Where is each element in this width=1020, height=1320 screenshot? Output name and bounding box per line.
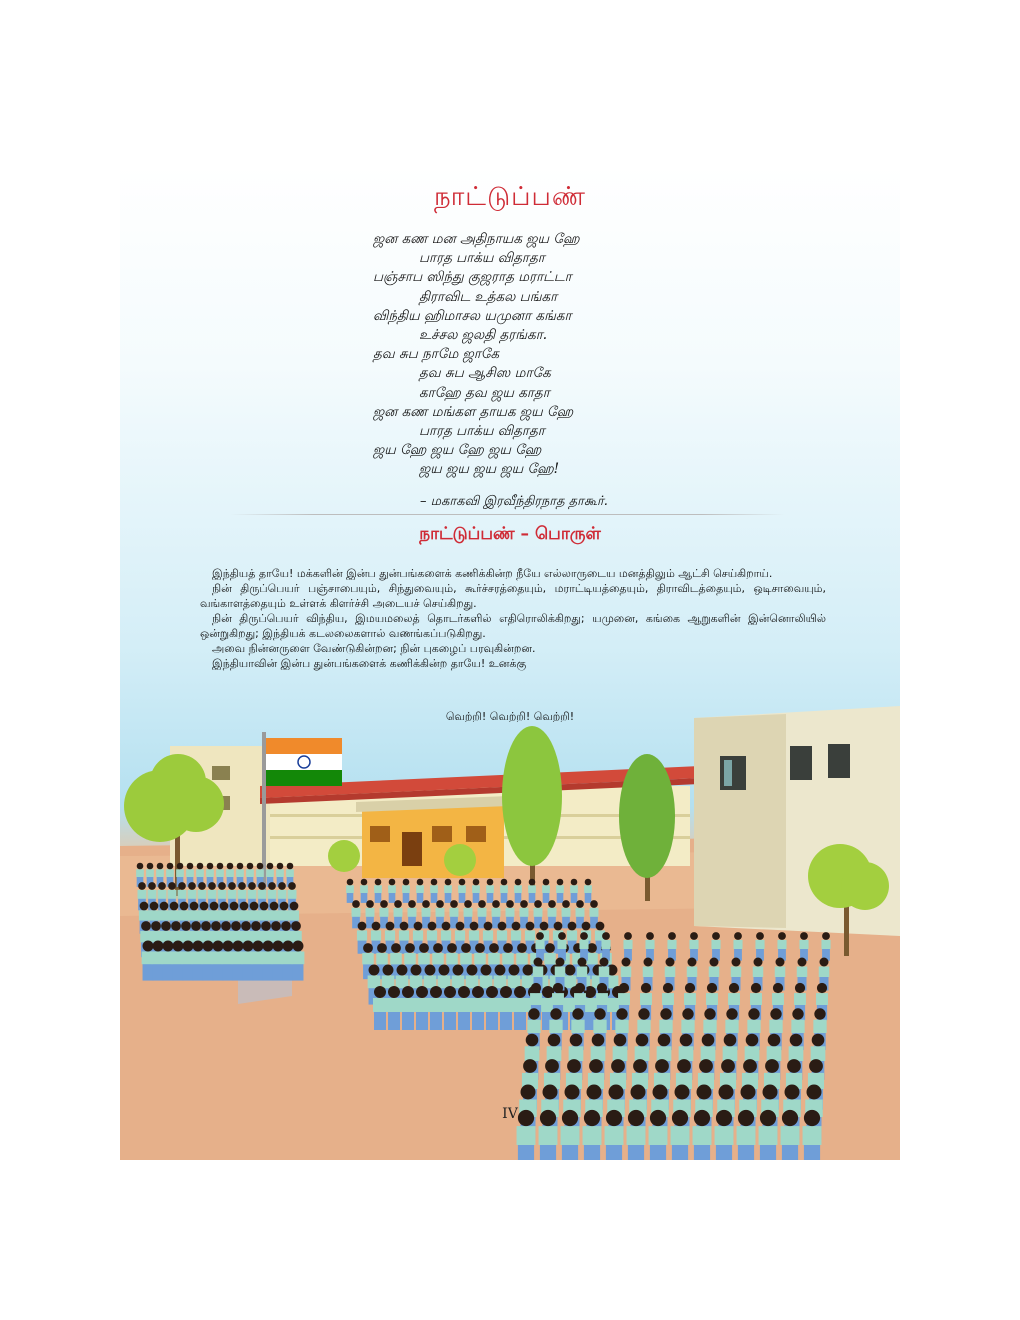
student-figure bbox=[799, 932, 808, 961]
student-figure bbox=[415, 986, 429, 1030]
central-building bbox=[356, 796, 510, 878]
student-figure bbox=[430, 879, 438, 903]
student-figure bbox=[513, 986, 527, 1030]
student-figure bbox=[499, 986, 513, 1030]
student-figure bbox=[457, 986, 471, 1030]
student-figure bbox=[360, 879, 368, 903]
anthem-line: காஹே தவ ஜய காதா bbox=[419, 384, 550, 401]
student-figure bbox=[486, 879, 494, 903]
student-figure bbox=[472, 879, 480, 903]
student-figure bbox=[755, 932, 764, 961]
student-figure bbox=[667, 932, 676, 961]
meaning-paragraph: அவை நின்னருளை வேண்டுகின்றன; நின் புகழைப் பரவுகின்றன. bbox=[212, 642, 536, 655]
illustration-svg bbox=[120, 686, 900, 1160]
meaning-paragraph: இந்தியாவின் இன்ப துன்பங்களைக் கணிக்கின்ற தாயே! உனக்கு bbox=[212, 657, 527, 670]
student-figure bbox=[777, 932, 786, 961]
student-figure bbox=[471, 986, 485, 1030]
student-figure bbox=[402, 879, 410, 903]
student-figure bbox=[292, 941, 305, 981]
student-figure bbox=[711, 932, 720, 961]
student-figure bbox=[556, 879, 564, 903]
anthem-line: திராவிட உத்கல பங்கா bbox=[419, 288, 558, 305]
anthem-line: ஜய ஜய ஜய ஜய ஹே! bbox=[419, 461, 560, 478]
student-figure bbox=[346, 879, 354, 903]
student-figure bbox=[821, 932, 830, 961]
student-figure bbox=[429, 986, 443, 1030]
school-assembly-illustration bbox=[120, 686, 900, 1160]
student-figure bbox=[689, 932, 698, 961]
divider bbox=[230, 514, 785, 515]
student-figure bbox=[444, 879, 452, 903]
student-figure bbox=[528, 879, 536, 903]
student-figure bbox=[458, 879, 466, 903]
meaning-title: நாட்டுப்பண் – பொருள் bbox=[419, 524, 601, 544]
student-figure bbox=[443, 986, 457, 1030]
student-figure bbox=[374, 879, 382, 903]
student-figure bbox=[557, 932, 566, 961]
student-figure bbox=[601, 932, 610, 961]
student-figure bbox=[387, 986, 401, 1030]
student-figure bbox=[584, 879, 592, 903]
page-title: நாட்டுப்பண் bbox=[434, 182, 586, 212]
page bbox=[120, 166, 900, 1160]
anthem-line: பாரத பாக்ய விதாதா bbox=[419, 423, 545, 440]
student-figure bbox=[645, 932, 654, 961]
anthem-line: ஜன கண மங்கள தாயக ஜய ஹே bbox=[373, 403, 574, 420]
meaning-paragraph: இந்தியத் தாயே! மக்களின் இன்ப துன்பங்களைக் கணிக்கின்ற நீயே எல்லாருடைய மனத்திலும் ஆட்சி செய்கிறாய். bbox=[212, 567, 773, 580]
anthem-verse bbox=[373, 230, 733, 480]
meaning-text bbox=[200, 566, 826, 671]
student-figure bbox=[579, 932, 588, 961]
student-figure bbox=[542, 879, 550, 903]
student-figure bbox=[733, 932, 742, 961]
student-figure bbox=[570, 879, 578, 903]
meaning-paragraph: நின் திருப்பெயர் விந்திய, இமயமலைத் தொடர்களில் எதிரொலிக்கிறது; யமுனை, கங்கை ஆறுகளின் இன்னொலியில் ஒன்றுகிறது; இந்தியக் கடலலைகளால் வணங்கப்படுகிறது. bbox=[200, 612, 826, 640]
student-figure bbox=[416, 879, 424, 903]
student-figure bbox=[373, 986, 387, 1030]
student-figure bbox=[623, 932, 632, 961]
meaning-paragraph: நின் திருப்பெயர் பஞ்சாபையும், சிந்துவையும், கூர்ச்சரத்தையும், மராட்டியத்தையும், திராவிடத்தையும், ஒடிசாவையும், வங்காளத்தையும் உள்ளக் கிளர்ச்சி அடையச் செய்கிறது. bbox=[200, 582, 826, 610]
student-figure bbox=[514, 879, 522, 903]
student-figure bbox=[401, 986, 415, 1030]
student-figure bbox=[388, 879, 396, 903]
victory-line: வெற்றி! வெற்றி! வெற்றி! bbox=[445, 710, 575, 723]
anthem-line: பஞ்சாப ஸிந்து குஜராத மராட்டா bbox=[373, 269, 572, 286]
attribution: – மகாகவி இரவீந்திரநாத தாகூர். bbox=[420, 494, 608, 509]
student-figure bbox=[500, 879, 508, 903]
anthem-line: உச்சல ஜலதி தரங்கா. bbox=[419, 327, 548, 344]
student-figure bbox=[535, 932, 544, 961]
anthem-line: தவ சுப நாமே ஜாகே bbox=[373, 346, 500, 363]
anthem-line: தவ சுப ஆசிஸ மாகே bbox=[419, 365, 551, 382]
anthem-line: பாரத பாக்ய விதாதா bbox=[419, 250, 545, 267]
student-figure bbox=[485, 986, 499, 1030]
anthem-line: ஜன கண மன அதிநாயக ஜய ஹே bbox=[373, 231, 580, 247]
anthem-line: விந்திய ஹிமாசல யமுனா கங்கா bbox=[373, 307, 572, 324]
page-number: IV bbox=[502, 1106, 518, 1122]
anthem-line: ஜய ஹே ஜய ஹே ஜய ஹே bbox=[373, 442, 542, 459]
